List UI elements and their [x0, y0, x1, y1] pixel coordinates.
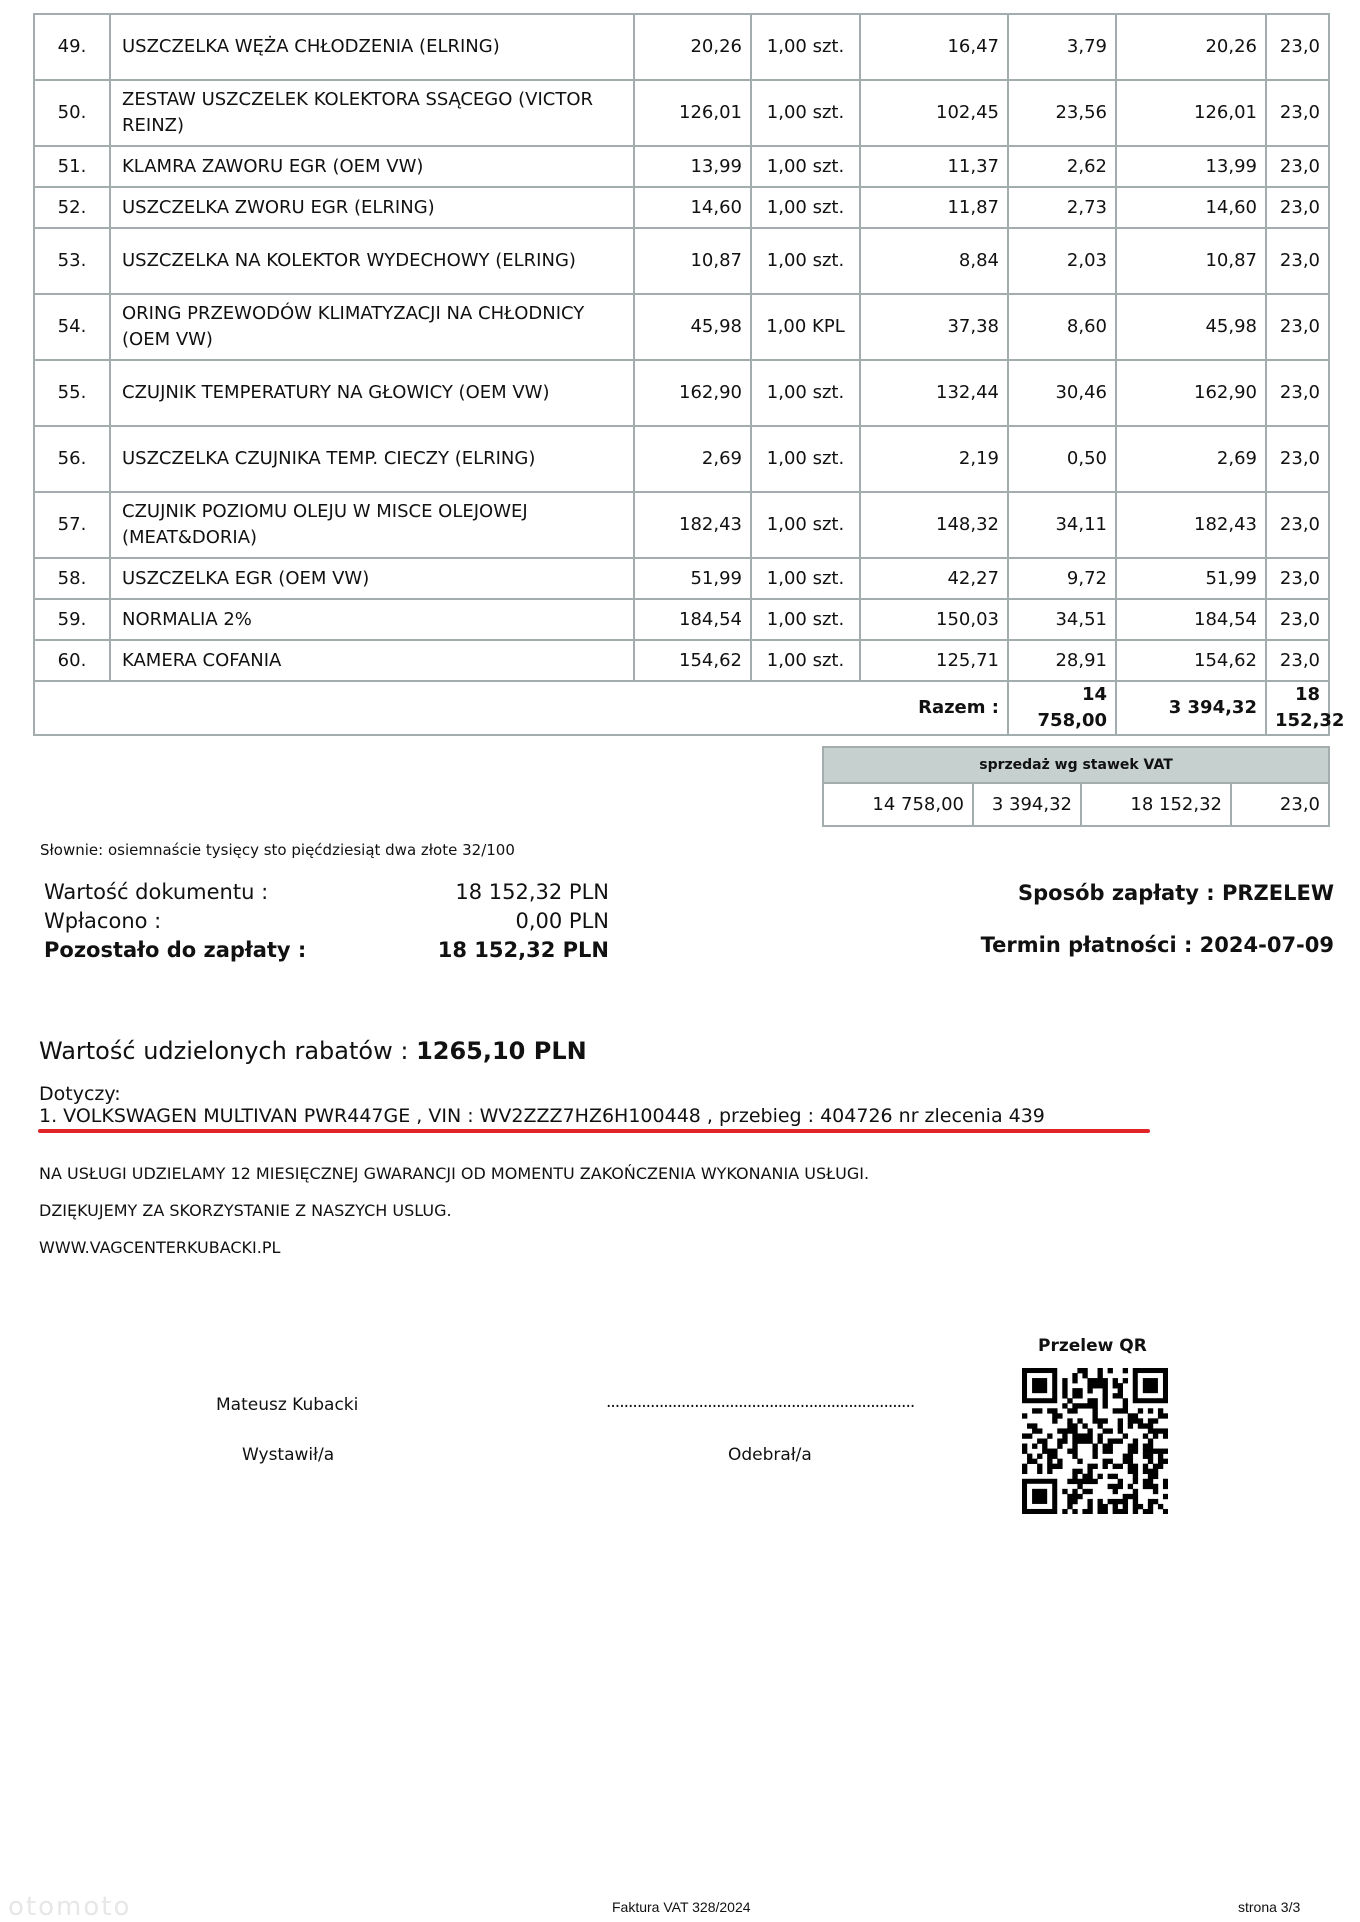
paid-value: 0,00 PLN	[515, 909, 609, 933]
item-vat: 34,11	[1008, 492, 1116, 558]
item-stawka: 23,0	[1266, 558, 1329, 599]
item-netto: 8,84	[860, 228, 1008, 294]
item-lp: 51.	[34, 146, 110, 187]
item-brutto: 10,87	[634, 228, 751, 294]
item-stawka: 23,0	[1266, 14, 1329, 80]
vat-summary-stawka: 23,0	[1231, 783, 1329, 826]
invoice-number: Faktura VAT 328/2024	[612, 1899, 751, 1915]
watermark: otomoto	[8, 1892, 132, 1922]
item-stawka: 23,0	[1266, 294, 1329, 360]
item-wartosc: 126,01	[1116, 80, 1266, 146]
item-qty: 1,00 szt.	[751, 599, 860, 640]
item-wartosc: 14,60	[1116, 187, 1266, 228]
item-wartosc: 45,98	[1116, 294, 1266, 360]
vat-summary-brutto: 18 152,32	[1081, 783, 1231, 826]
issuer-label: Wystawił/a	[242, 1445, 335, 1465]
remaining-label: Pozostało do zapłaty :	[44, 938, 307, 962]
remaining-value: 18 152,32 PLN	[437, 938, 609, 962]
item-netto: 102,45	[860, 80, 1008, 146]
items-body	[34, 14, 1329, 681]
item-lp: 58.	[34, 558, 110, 599]
item-brutto: 14,60	[634, 187, 751, 228]
item-lp: 59.	[34, 599, 110, 640]
discounts	[39, 1037, 587, 1065]
item-stawka: 23,0	[1266, 426, 1329, 492]
item-lp: 52.	[34, 187, 110, 228]
item-brutto: 162,90	[634, 360, 751, 426]
discounts-value: 1265,10 PLN	[416, 1037, 587, 1065]
item-name: USZCZELKA WĘŻA CHŁODZENIA (ELRING)	[110, 14, 634, 80]
item-wartosc: 2,69	[1116, 426, 1266, 492]
item-wartosc: 13,99	[1116, 146, 1266, 187]
receiver-signature-line: ......................................................................	[606, 1392, 915, 1412]
paid-label: Wpłacono :	[44, 909, 162, 933]
document-value: 18 152,32 PLN	[455, 880, 609, 904]
invoice-items-table	[33, 13, 1345, 736]
item-wartosc: 10,87	[1116, 228, 1266, 294]
item-wartosc: 154,62	[1116, 640, 1266, 681]
item-wartosc: 162,90	[1116, 360, 1266, 426]
item-netto: 11,37	[860, 146, 1008, 187]
item-qty: 1,00 KPL	[751, 294, 860, 360]
vat-summary-netto: 14 758,00	[823, 783, 973, 826]
discounts-label: Wartość udzielonych rabatów :	[39, 1037, 409, 1065]
item-netto: 2,19	[860, 426, 1008, 492]
item-netto: 148,32	[860, 492, 1008, 558]
payment-due-date: Termin płatności : 2024-07-09	[980, 933, 1334, 957]
item-vat: 30,46	[1008, 360, 1116, 426]
item-qty: 1,00 szt.	[751, 187, 860, 228]
item-brutto: 51,99	[634, 558, 751, 599]
item-vat: 9,72	[1008, 558, 1116, 599]
item-lp: 53.	[34, 228, 110, 294]
item-stawka: 23,0	[1266, 360, 1329, 426]
item-brutto: 182,43	[634, 492, 751, 558]
item-brutto: 126,01	[634, 80, 751, 146]
table-row	[34, 80, 1329, 146]
page-number: strona 3/3	[1238, 1899, 1301, 1915]
qr-code-icon	[1022, 1368, 1168, 1514]
receiver-label: Odebrał/a	[728, 1445, 812, 1465]
item-vat: 34,51	[1008, 599, 1116, 640]
item-lp: 60.	[34, 640, 110, 681]
item-brutto: 2,69	[634, 426, 751, 492]
item-lp: 57.	[34, 492, 110, 558]
item-brutto: 45,98	[634, 294, 751, 360]
item-vat: 2,03	[1008, 228, 1116, 294]
table-row	[34, 558, 1329, 599]
item-qty: 1,00 szt.	[751, 640, 860, 681]
item-lp: 55.	[34, 360, 110, 426]
item-vat: 0,50	[1008, 426, 1116, 492]
totals-netto: 14 758,00	[1008, 681, 1116, 735]
item-lp: 50.	[34, 80, 110, 146]
payment-method: Sposób zapłaty : PRZELEW	[1017, 881, 1334, 905]
item-stawka: 23,0	[1266, 599, 1329, 640]
table-row	[34, 187, 1329, 228]
item-brutto: 184,54	[634, 599, 751, 640]
item-wartosc: 51,99	[1116, 558, 1266, 599]
item-vat: 2,73	[1008, 187, 1116, 228]
table-row	[34, 228, 1329, 294]
red-underline-marker	[38, 1129, 1150, 1133]
item-name: KAMERA COFANIA	[110, 640, 634, 681]
warranty-note: NA USŁUGI UDZIELAMY 12 MIESIĘCZNEJ GWARANCJI OD MOMENTU ZAKOŃCZENIA WYKONANIA USŁUGI.	[39, 1164, 870, 1183]
item-netto: 132,44	[860, 360, 1008, 426]
item-netto: 16,47	[860, 14, 1008, 80]
item-name: USZCZELKA EGR (OEM VW)	[110, 558, 634, 599]
vat-summary-vat: 3 394,32	[973, 783, 1081, 826]
item-stawka: 23,0	[1266, 640, 1329, 681]
item-qty: 1,00 szt.	[751, 14, 860, 80]
item-stawka: 23,0	[1266, 187, 1329, 228]
item-wartosc: 184,54	[1116, 599, 1266, 640]
item-qty: 1,00 szt.	[751, 360, 860, 426]
item-netto: 150,03	[860, 599, 1008, 640]
item-qty: 1,00 szt.	[751, 80, 860, 146]
item-stawka: 23,0	[1266, 146, 1329, 187]
document-summary	[44, 880, 609, 967]
table-row	[34, 426, 1329, 492]
item-name: KLAMRA ZAWORU EGR (OEM VW)	[110, 146, 634, 187]
item-name: CZUJNIK POZIOMU OLEJU W MISCE OLEJOWEJ (MEAT&DORIA)	[110, 492, 634, 558]
issuer-name: Mateusz Kubacki	[216, 1395, 359, 1415]
item-netto: 125,71	[860, 640, 1008, 681]
concerns-label: Dotyczy:	[39, 1083, 121, 1105]
item-brutto: 20,26	[634, 14, 751, 80]
vat-summary-table	[822, 746, 1330, 827]
totals-brutto: 18 152,32	[1266, 681, 1329, 735]
item-vat: 8,60	[1008, 294, 1116, 360]
thanks-note: DZIĘKUJEMY ZA SKORZYSTANIE Z NASZYCH USLUG.	[39, 1201, 452, 1220]
item-wartosc: 182,43	[1116, 492, 1266, 558]
item-name: USZCZELKA CZUJNIKA TEMP. CIECZY (ELRING)	[110, 426, 634, 492]
item-stawka: 23,0	[1266, 80, 1329, 146]
table-row	[34, 492, 1329, 558]
item-qty: 1,00 szt.	[751, 426, 860, 492]
vat-summary-header: sprzedaż wg stawek VAT	[823, 747, 1329, 783]
item-qty: 1,00 szt.	[751, 492, 860, 558]
item-lp: 49.	[34, 14, 110, 80]
item-lp: 56.	[34, 426, 110, 492]
document-value-label: Wartość dokumentu :	[44, 880, 269, 904]
item-wartosc: 20,26	[1116, 14, 1266, 80]
item-name: USZCZELKA NA KOLEKTOR WYDECHOWY (ELRING)	[110, 228, 634, 294]
totals-vat: 3 394,32	[1116, 681, 1266, 735]
amount-in-words: Słownie: osiemnaście tysięcy sto pięćdziesiąt dwa złote 32/100	[40, 841, 515, 859]
item-brutto: 13,99	[634, 146, 751, 187]
table-row	[34, 146, 1329, 187]
item-name: CZUJNIK TEMPERATURY NA GŁOWICY (OEM VW)	[110, 360, 634, 426]
table-row	[34, 599, 1329, 640]
item-name: ZESTAW USZCZELEK KOLEKTORA SSĄCEGO (VICTOR REINZ)	[110, 80, 634, 146]
item-qty: 1,00 szt.	[751, 558, 860, 599]
item-vat: 2,62	[1008, 146, 1116, 187]
qr-title: Przelew QR	[1038, 1336, 1147, 1356]
item-vat: 3,79	[1008, 14, 1116, 80]
item-netto: 37,38	[860, 294, 1008, 360]
item-stawka: 23,0	[1266, 492, 1329, 558]
table-row	[34, 14, 1329, 80]
totals-label: Razem :	[34, 681, 1008, 735]
website-link: WWW.VAGCENTERKUBACKI.PL	[39, 1238, 281, 1257]
totals-row	[34, 681, 1329, 735]
item-lp: 54.	[34, 294, 110, 360]
table-row	[34, 294, 1329, 360]
item-qty: 1,00 szt.	[751, 228, 860, 294]
item-name: USZCZELKA ZWORU EGR (ELRING)	[110, 187, 634, 228]
concerns-section	[39, 1083, 1045, 1127]
item-qty: 1,00 szt.	[751, 146, 860, 187]
item-brutto: 154,62	[634, 640, 751, 681]
item-name: ORING PRZEWODÓW KLIMATYZACJI NA CHŁODNICY (OEM VW)	[110, 294, 634, 360]
item-vat: 28,91	[1008, 640, 1116, 681]
item-netto: 42,27	[860, 558, 1008, 599]
item-vat: 23,56	[1008, 80, 1116, 146]
item-netto: 11,87	[860, 187, 1008, 228]
table-row	[34, 640, 1329, 681]
vehicle-info: 1. VOLKSWAGEN MULTIVAN PWR447GE , VIN : WV2ZZZ7HZ6H100448 , przebieg : 404726 nr zlecenia 439	[39, 1105, 1045, 1127]
table-row	[34, 360, 1329, 426]
item-name: NORMALIA 2%	[110, 599, 634, 640]
item-stawka: 23,0	[1266, 228, 1329, 294]
